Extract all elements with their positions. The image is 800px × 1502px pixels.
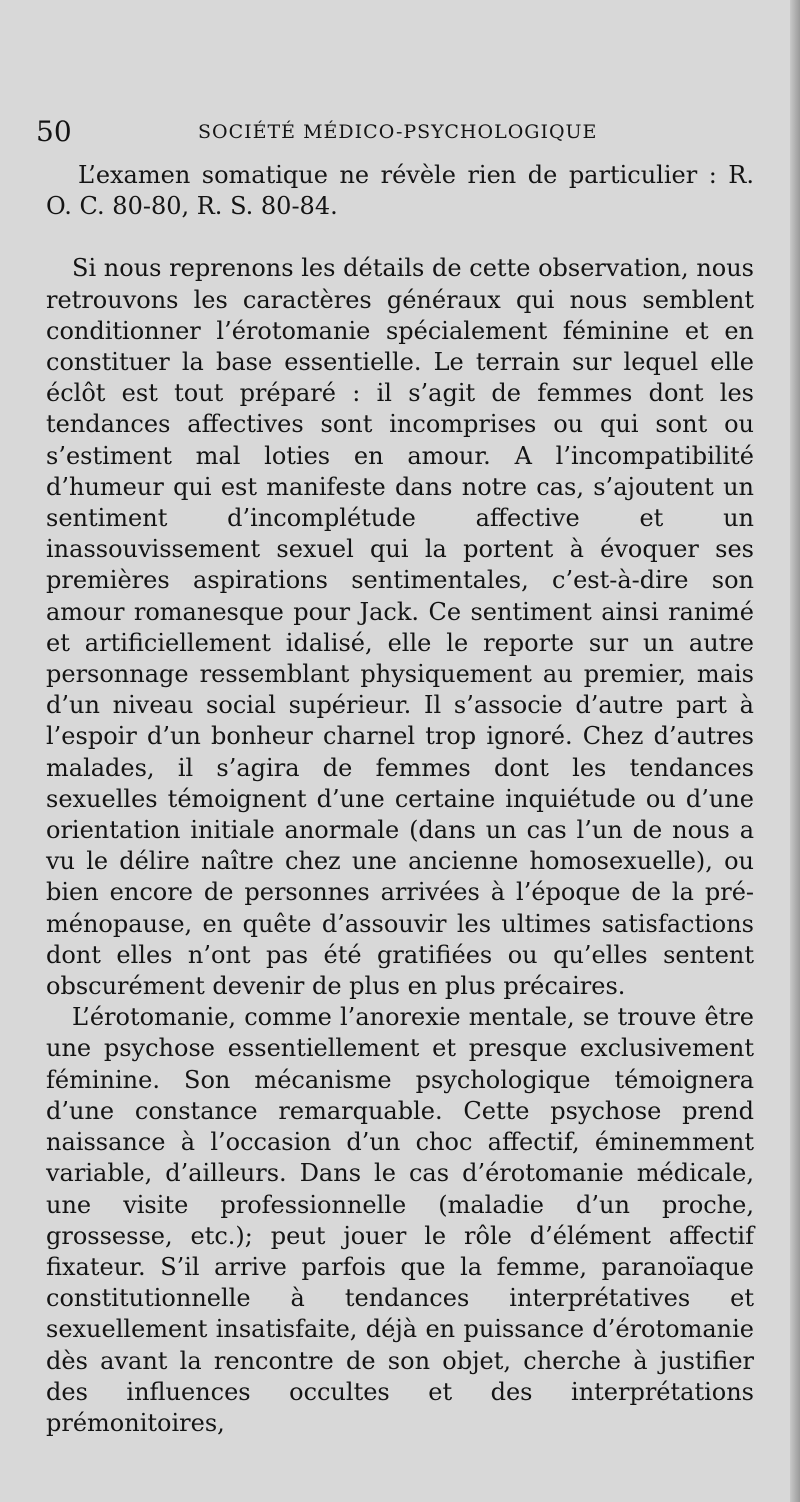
page-edge-shadow — [790, 0, 800, 1502]
exam-paragraph: L’examen somatique ne révèle rien de particulier : R. O. C. 80-80, R. S. 80-84. — [46, 161, 754, 221]
page-number: 50 — [36, 115, 72, 148]
erotomania-paragraph: L’érotomanie, comme l’anorexie mentale, se trouve être une psychose essentiellement et presque exclusivement féminine. Son mécanisme psychologique témoignera d’une constance remarquable. Cette psychose prend naissance à l’occasion d’un choc affectif, éminemment variable, d’ailleurs. Dans le cas d’érotomanie médicale, une visite professionnelle (maladie d’un proche, grossesse, etc.); peut jouer le rôle d’élément affectif fixateur. S’il arrive parfois que la femme, paranoïaque constitutionnelle à tendances interprétatives et sexuellement insatisfaite, déjà en puissance d’érotomanie dès avant la rencontre de son objet, cherche à justifier des influences occultes et des interprétations prémonitoires, — [46, 1003, 754, 1437]
running-title: SOCIÉTÉ MÉDICO-PSYCHOLOGIQUE — [198, 121, 598, 143]
page-header — [36, 114, 736, 150]
observation-paragraph: Si nous reprenons les détails de cette observation, nous retrouvons les caractères généraux qui nous semblent conditionner l’érotomanie spécialement féminine et en constituer la base essentielle. Le terrain sur lequel elle éclôt est tout préparé : il s’agit de femmes dont les tendances affectives sont incomprises ou qui sont ou s’estiment mal loties en amour. A l’incompatibilité d’humeur qui est manifeste dans notre cas, s’ajoutent un sentiment d’incomplétude affective et un inassouvissement sexuel qui la portent à évoquer ses premières aspirations sentimentales, c’est-à-dire son amour romanesque pour Jack. Ce sentiment ainsi ranimé et artificiellement idalisé, elle le reporte sur un autre personnage ressemblant physiquement au premier, mais d’un niveau social supérieur. Il s’associe d’autre part à l’espoir d’un bonheur charnel trop ignoré. Chez d’autres malades, il s’agira de femmes dont les tendances sexuelles témoignent d’une certaine inquiétude ou d’une orientation initiale anormale (dans un cas l’un de nous a vu le délire naître chez une ancienne homosexuelle), ou bien encore de personnes arrivées à l’époque de la pré-ménopause, en quête d’assouvir les ultimes satisfactions dont elles n’ont pas été gratifiées ou qu’elles sentent obscurément devenir de plus en plus précaires. — [46, 254, 754, 1001]
body-text — [46, 160, 754, 1439]
